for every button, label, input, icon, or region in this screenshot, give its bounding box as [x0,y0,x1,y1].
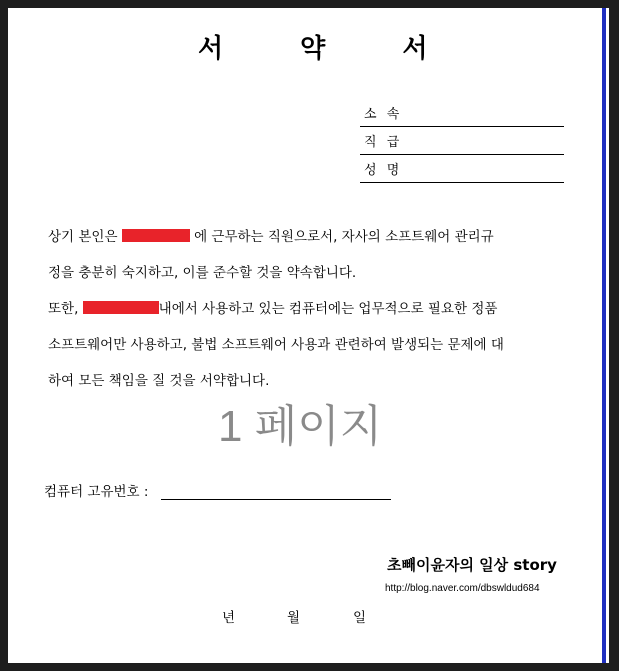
computer-serial-input-line[interactable] [161,499,391,500]
name-label: 성 명 [364,163,403,178]
paragraph-2-line-3: 하여 모든 책임을 질 것을 서약합니다. [48,373,270,389]
redaction-bar-company [122,229,190,242]
document-title: 서 약 서 [198,34,462,64]
paragraph-1-line-1 [48,219,568,255]
page-border-edge [606,8,609,663]
position-label: 직 급 [364,135,403,150]
document-page [8,8,602,663]
computer-serial-label: 컴퓨터 고유번호 : [44,484,149,500]
paragraph-1-line-1-start: 상기 본인은 [48,229,122,245]
pledge-paragraph-2 [48,291,568,399]
position-field[interactable] [360,132,564,155]
date-day-label: 일 [353,610,367,626]
blog-url[interactable]: http://blog.naver.com/dbswldud684 [385,583,540,594]
name-field[interactable] [360,160,564,183]
paragraph-2-line-1-end: 내에서 사용하고 있는 컴퓨터에는 업무적으로 필요한 정품 [158,301,498,317]
affiliation-field[interactable] [360,104,564,127]
date-year-label: 년 [222,610,236,626]
paragraph-2-line-1-start: 또한, [48,301,83,317]
date-month-label: 월 [287,610,301,626]
paragraph-1-line-1-end: 에 근무하는 직원으로서, 자사의 소프트웨어 관리규 [189,229,494,245]
paragraph-2-line-1 [48,291,568,327]
blog-title: 초빼이윤자의 일상 story [387,556,557,574]
paragraph-1-line-2: 정을 충분히 숙지하고, 이를 준수할 것을 약속합니다. [48,265,357,281]
pledge-paragraph-1 [48,219,568,291]
affiliation-label: 소 속 [364,107,403,122]
page-number-watermark: 1 페이지 [218,402,383,451]
redaction-bar-company-2 [83,301,159,314]
paragraph-2-line-2: 소프트웨어만 사용하고, 불법 소프트웨어 사용과 관련하여 발생되는 문제에 대 [48,337,504,353]
